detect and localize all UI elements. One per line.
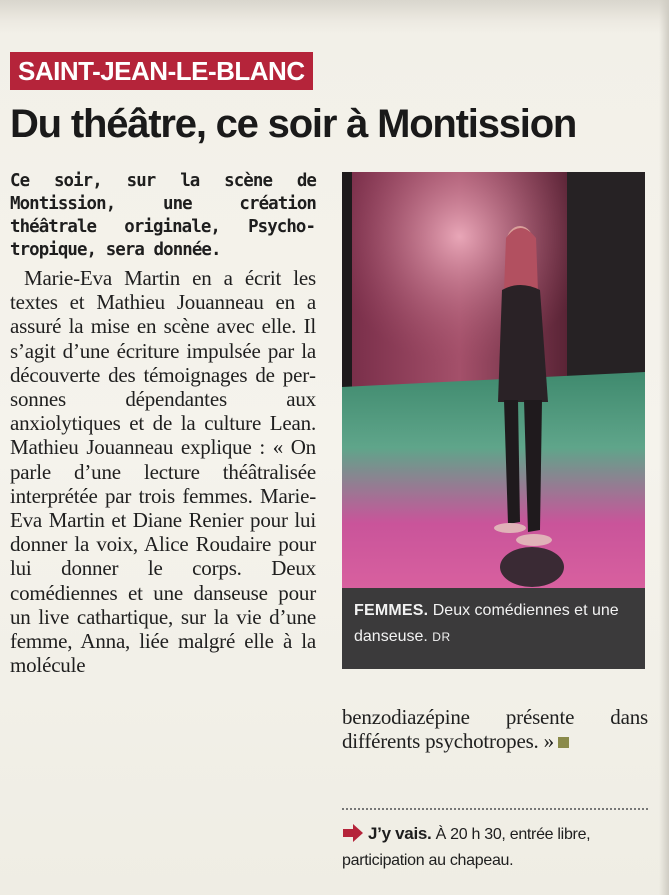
headline: Du théâtre, ce soir à Montission <box>10 102 577 146</box>
practical-info <box>342 822 652 872</box>
practical-label: J’y vais. <box>368 824 432 843</box>
photo-caption <box>342 588 645 669</box>
article-body-left: Marie-Eva Martin en a écrit les textes et Mathieu Jouanneau en a assuré la mise en scène avec elle. Il s’agit d’une écriture impulsée par la découverte des témoignages de personnes dépendantes aux anxiolytiques et de la culture Lean. Mathieu Jouanneau explique : « On parle d’une lecture théâtralisée interprétée par trois femmes. Marie-Eva Martin et Diane Renier pour lui donner la voix, Alice Roudaire pour lui donner le corps. Deux comédiennes et une danseuse pour un live cathartique, sur la vie d’une femme, Anna, liée malgré elle à la molécule <box>10 266 316 678</box>
article-column-right <box>342 705 648 753</box>
stage-photo <box>342 172 645 588</box>
photo-credit: DR <box>432 630 451 644</box>
article-lead: Ce soir, sur la scène de Montission, une création théâtrale originale, Psychotropique, sera donnée. <box>10 171 316 260</box>
caption-text: Deux comédiennes et une danseuse. <box>354 602 619 645</box>
caption-lead: FEMMES. <box>354 602 429 619</box>
end-mark-icon <box>558 737 569 748</box>
section-divider <box>342 808 648 810</box>
article-body-right-text: benzodiazépine présente dans différents psychotropes. » <box>342 705 648 754</box>
article-column-left <box>10 170 316 677</box>
stage-photo-illustration <box>342 172 645 588</box>
practical-text: À 20 h 30, entrée libre, participation au chapeau. <box>342 826 591 869</box>
arrow-right-icon <box>342 824 364 849</box>
article-body-right <box>342 705 648 753</box>
paper-right-shadow <box>659 0 669 895</box>
photo-block <box>342 172 645 669</box>
paper-top-shadow <box>0 0 669 34</box>
location-kicker: SAINT-JEAN-LE-BLANC <box>10 52 313 90</box>
